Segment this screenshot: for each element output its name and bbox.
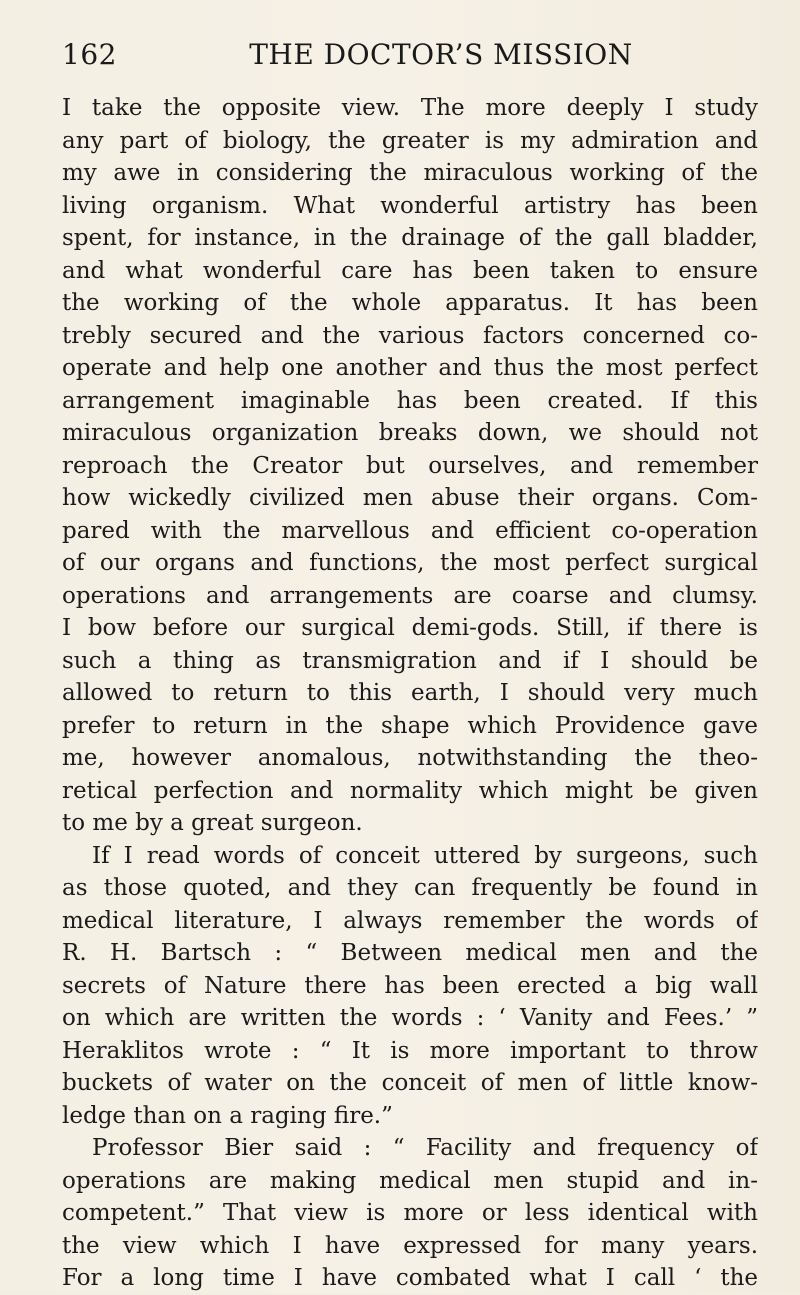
text-line: and what wonderful care has been taken to ensure — [62, 257, 758, 284]
text-line: I bow before our surgical demi-gods. Still, if there is — [62, 615, 758, 641]
text-line: miraculous organization breaks down, we should not — [62, 420, 758, 446]
text-line: medical literature, I always remember the words of — [62, 907, 758, 934]
text-line: secrets of Nature there has been erected a big wall — [62, 972, 758, 999]
text-line: buckets of water on the conceit of men of little know- — [62, 1070, 758, 1096]
text-line: arrangement imaginable has been created. If this — [62, 387, 758, 414]
text-line: prefer to return in the shape which Providence gave — [62, 712, 758, 739]
text-line: any part of biology, the greater is my admiration and — [62, 127, 758, 154]
text-line: For a long time I have combated what I call ‘ the — [62, 1265, 758, 1291]
text-line: my awe in considering the miraculous working of the — [62, 160, 758, 186]
text-line: on which are written the words : ‘ Vanity and Fees.’ ” — [62, 1005, 758, 1031]
text-line: the working of the whole apparatus. It has been — [62, 290, 758, 316]
text-line: R. H. Bartsch : “ Between medical men and the — [62, 940, 758, 966]
text-line: such a thing as transmigration and if I should be — [62, 647, 758, 674]
text-line: I take the opposite view. The more deeply I study — [62, 95, 758, 121]
text-line: trebly secured and the various factors concerned co- — [62, 322, 758, 349]
text-line: If I read words of conceit uttered by surgeons, such — [92, 842, 758, 869]
text-line: reproach the Creator but ourselves, and remember — [62, 452, 758, 479]
text-line: pared with the marvellous and efficient co-operation — [62, 517, 758, 544]
text-line: as those quoted, and they can frequently be found in — [62, 875, 758, 901]
text-line: the view which I have expressed for many years. — [62, 1232, 758, 1259]
text-line: Professor Bier said : “ Facility and frequency of — [92, 1135, 758, 1161]
page-header — [62, 38, 754, 78]
text-line: of our organs and functions, the most perfect surgical — [62, 550, 758, 576]
text-line: operate and help one another and thus the most perfect — [62, 355, 758, 381]
text-line: how wickedly civilized men abuse their organs. Com- — [62, 485, 758, 511]
text-line: competent.” That view is more or less identical with — [62, 1200, 758, 1226]
text-line: me, however anomalous, notwithstanding the theo- — [62, 745, 758, 771]
running-title: THE DOCTOR’S MISSION — [249, 38, 633, 71]
text-line: operations are making medical men stupid and in- — [62, 1167, 758, 1194]
text-line: living organism. What wonderful artistry has been — [62, 192, 758, 219]
text-line: to me by a great surgeon. — [62, 810, 363, 836]
text-line: spent, for instance, in the drainage of the gall bladder, — [62, 225, 758, 251]
text-line: operations and arrangements are coarse and clumsy. — [62, 582, 758, 609]
text-line: Heraklitos wrote : “ It is more important to throw — [62, 1037, 758, 1064]
text-line: ledge than on a raging fire.” — [62, 1102, 393, 1129]
text-line: allowed to return to this earth, I should very much — [62, 680, 758, 706]
page-number: 162 — [62, 38, 117, 71]
text-line: retical perfection and normality which might be given — [62, 777, 758, 804]
body-text — [62, 92, 758, 1295]
